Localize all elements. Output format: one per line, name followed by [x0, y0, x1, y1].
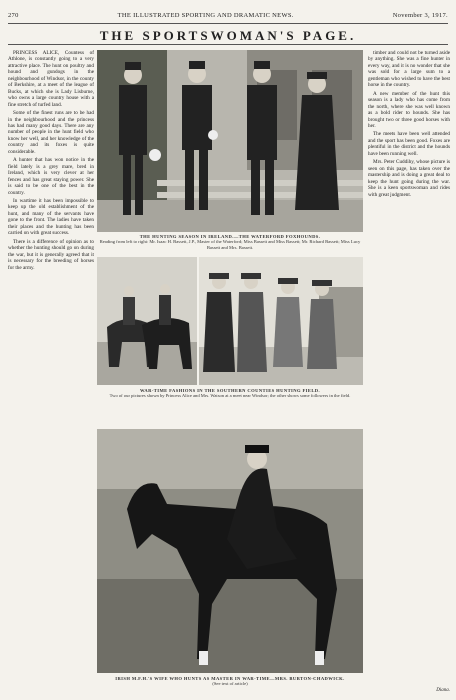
caption-title: WAR-TIME FASHIONS IN THE SOUTHERN COUNTIES HUNTING FIELD.	[139, 388, 321, 393]
left-paragraph: PRINCESS ALICE, Countess of Athlone, is constantly going to a very attractive place. The hunt on poultry and hound and gundogs in the neighbourhood of Windsor, in the county of Berkshire, at a meet of the league of Bucks, at which she is Lady Lisburne, who owns a large country house with a fine stretch of turfed land.	[8, 50, 94, 108]
title-rule	[8, 44, 448, 45]
riders-photo	[97, 257, 197, 385]
caption-title: THE HUNTING SEASON IN IRELAND.—THE WATERFORD FOXHOUNDS.	[139, 234, 321, 239]
publication-name: THE ILLUSTRATED SPORTING AND DRAMATIC NEWS.	[117, 11, 294, 19]
right-paragraph: timber and could not be turned aside by anything. She was a fine hunter in every way, and it is no wonder that she was sold for a large sum to a gentleman who wished to have the best horse in the country.	[368, 50, 450, 89]
left-paragraph: There is a difference of opinion as to whether the hunting should go on during the war, but it is generally agreed that it is necessary for the breeding of horses for the army.	[8, 238, 94, 271]
header-rule	[8, 23, 448, 24]
right-paragraph: A new member of the hunt this season is a lady who has come from the north, where she was well known as a bold rider to hounds. She has brought two or three good horses with her.	[368, 90, 450, 129]
left-paragraph: Some of the finest runs are to be had in the neighbourhood and the princess has had many good days. There are any number of people in the hunt field who know her well, and her knowledge of the country and its foxes is quite considerable.	[8, 110, 94, 155]
caption-text: Reading from left to right: Mr. Isaac H. Bassett, J.P., Master of the Waterford; Miss Bassett and Miss Bassett; Mr. Richard Bassett; Miss Lucy Bassett and Mrs. Bassett.	[99, 239, 361, 250]
left-paragraph: A hunter that has won notice in the field lately is a grey mare, bred in Ireland, which is very clever at her fences and has great staying power. She is said to be one of the best in the country.	[8, 157, 94, 196]
author-signature: Diana.	[436, 688, 450, 693]
page-number: 270	[8, 11, 19, 19]
group-portrait-photo	[97, 50, 363, 232]
right-text-column	[368, 50, 450, 690]
page-title: THE SPORTSWOMAN'S PAGE.	[99, 28, 357, 43]
issue-date: November 3, 1917.	[392, 11, 448, 19]
caption-text: Two of our pictures shown by Princess Alice and Mrs. Watson at a meet near Windsor; the other shows some followers in the field.	[109, 393, 351, 399]
right-paragraph: The meets have been well attended and the sport has been good. Foxes are plentiful in the district and the hounds have been running well.	[368, 131, 450, 157]
ladies-group-photo	[199, 257, 363, 385]
caption-text: (See text of article)	[212, 681, 248, 687]
horsewoman-photo	[97, 429, 363, 673]
caption-title: IRISH M.F.H.'S WIFE WHO HUNTS AS MASTER IN WAR-TIME—MRS. BURTON-CHADWICK.	[115, 676, 345, 681]
ladies-caption	[97, 388, 363, 418]
left-paragraph: In wartime it has been impossible to keep up the old establishment of the hunt, and many of the servants have gone to the front. The ladies have taken their places and the hunting has been carried on with great success.	[8, 197, 94, 237]
left-text-column	[8, 50, 94, 635]
right-paragraph: Mrs. Peter Cuddihy, whose picture is seen on this page, has taken over the mastership and is doing a great deal to keep the hunt going during the war. She is a keen sportswoman and rides with great judgment.	[368, 159, 450, 198]
horsewoman-caption	[97, 676, 363, 694]
group-portrait-caption	[97, 234, 363, 252]
page-header	[8, 8, 448, 22]
